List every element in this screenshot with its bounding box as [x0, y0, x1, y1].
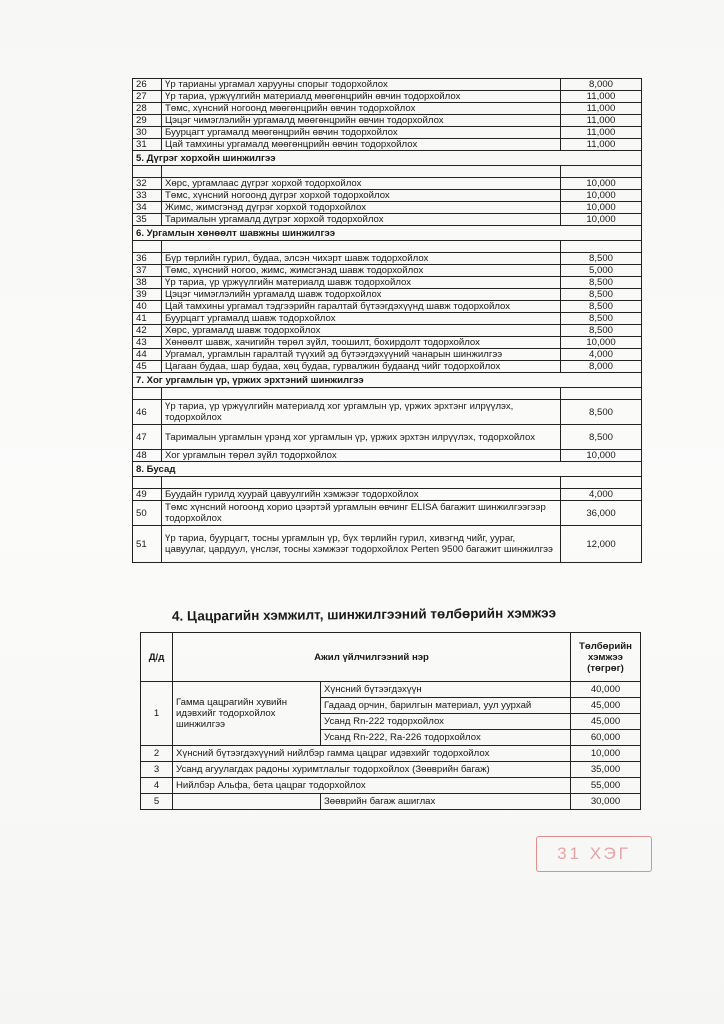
- spacer-cell: [133, 241, 162, 253]
- row-name: Тарималын ургамлын үрэнд хог ургамлын үр, үржих эрхтэн илрүүлэх, тодорхойлох: [162, 425, 561, 450]
- row-name: Цай тамхины ургамал тэдгээрийн гаралтай бүтээгдэхүүнд шавж тодорхойлох: [162, 301, 561, 313]
- row-name: Хөнөөлт шавж, хачигийн төрөл зүйл, тоошилт, бохирдолт тодорхойлох: [162, 337, 561, 349]
- row-name: Үр тариа, үр үржүүлгийн материалд шавж тодорхойлох: [162, 277, 561, 289]
- table-row: [133, 313, 642, 325]
- table-row: [133, 253, 642, 265]
- table-row: [133, 501, 642, 526]
- spacer-row: [133, 241, 642, 253]
- table-row: [133, 91, 642, 103]
- price: 40,000: [571, 682, 641, 698]
- table-row: [133, 103, 642, 115]
- price: 8,500: [561, 400, 642, 425]
- row-no: 48: [133, 450, 162, 462]
- table-row: [133, 139, 642, 151]
- row-name: Цэцэг чимэглэлийн ургамалд мөөгөнцрийн өвчин тодорхойлох: [162, 115, 561, 127]
- section-heading: 5. Дүгрэг хорхойн шинжилгээ: [133, 151, 642, 166]
- section-heading-row: [133, 373, 642, 388]
- spacer-cell: [561, 241, 642, 253]
- row-name: Буудайн гурилд хуурай цавуулгийн хэмжээг тодорхойлох: [162, 489, 561, 501]
- price: 35,000: [571, 762, 641, 778]
- row-no: 35: [133, 214, 162, 226]
- row-name: Цай тамхины ургамалд мөөгөнцрийн өвчин тодорхойлох: [162, 139, 561, 151]
- row-name-empty: [173, 794, 321, 810]
- price: 11,000: [561, 115, 642, 127]
- section-heading: 7. Хог ургамлын үр, үржих эрхтэний шинжилгээ: [133, 373, 642, 388]
- row-no: 29: [133, 115, 162, 127]
- price: 45,000: [571, 698, 641, 714]
- row-name: Төмс, хүнсний ногоонд дүгрэг хорхой тодорхойлох: [162, 190, 561, 202]
- price: 10,000: [571, 746, 641, 762]
- row-no: 38: [133, 277, 162, 289]
- row-name: Төмс, хүнсний ногоо, жимс, жимсгэнэд шавж тодорхойлох: [162, 265, 561, 277]
- header-no: Д/д: [141, 633, 173, 682]
- table-row: [141, 762, 641, 778]
- price: 8,500: [561, 313, 642, 325]
- row-name: Хог ургамлын төрөл зүйл тодорхойлох: [162, 450, 561, 462]
- table-row: [133, 202, 642, 214]
- table-row: [133, 337, 642, 349]
- table-row: [133, 289, 642, 301]
- table-row: [141, 794, 641, 810]
- row-no: 31: [133, 139, 162, 151]
- row-name: Төмс хүнсний ногоонд хорио цээртэй ургамлын өвчинг ELISA багажит шинжилгээгээр тодорхойлох: [162, 501, 561, 526]
- section-4-title: 4. Цацрагийн хэмжилт, шинжилгээний төлбөрийн хэмжээ: [171, 605, 557, 624]
- table-row: [133, 301, 642, 313]
- row-no: 33: [133, 190, 162, 202]
- row-no: 26: [133, 79, 162, 91]
- table-row: [141, 778, 641, 794]
- price: 11,000: [561, 139, 642, 151]
- spacer-row: [133, 166, 642, 178]
- price: 10,000: [561, 202, 642, 214]
- row-no: 1: [141, 682, 173, 746]
- table-row: [133, 178, 642, 190]
- row-no: 34: [133, 202, 162, 214]
- row-no: 47: [133, 425, 162, 450]
- table-row: [141, 682, 641, 698]
- spacer-cell: [133, 166, 162, 178]
- spacer-cell: [162, 477, 561, 489]
- price: 10,000: [561, 337, 642, 349]
- table-row: [133, 489, 642, 501]
- price: 8,500: [561, 425, 642, 450]
- row-no: 46: [133, 400, 162, 425]
- row-name: Үр тариа, үржүүлгийн материалд мөөгөнцрийн өвчин тодорхойлох: [162, 91, 561, 103]
- row-name: Ургамал, ургамлын гаралтай түүхий эд бүтээгдэхүүний чанарын шинжилгээ: [162, 349, 561, 361]
- row-no: 3: [141, 762, 173, 778]
- row-name: Хүнсний бүтээгдэхүүний нийлбэр гамма цацраг идэвхийг тодорхойлох: [173, 746, 571, 762]
- row-name: Буурцагт ургамалд мөөгөнцрийн өвчин тодорхойлох: [162, 127, 561, 139]
- table-row: [133, 325, 642, 337]
- spacer-cell: [561, 166, 642, 178]
- header-price: Төлбөрийн хэмжээ (төгрөг): [571, 633, 641, 682]
- price: 8,500: [561, 277, 642, 289]
- row-name: Тарималын ургамалд дүгрэг хорхой тодорхойлох: [162, 214, 561, 226]
- spacer-cell: [561, 477, 642, 489]
- row-name: Үр тарианы ургамал харууны спорыг тодорхойлох: [162, 79, 561, 91]
- spacer-cell: [162, 241, 561, 253]
- section-heading-row: [133, 462, 642, 477]
- table-row: [133, 400, 642, 425]
- row-name: Жимс, жимсгэнэд дүгрэг хорхой тодорхойлох: [162, 202, 561, 214]
- section-heading-row: [133, 151, 642, 166]
- row-no: 40: [133, 301, 162, 313]
- row-no: 44: [133, 349, 162, 361]
- row-no: 42: [133, 325, 162, 337]
- price: 8,000: [561, 79, 642, 91]
- table-row: [133, 361, 642, 373]
- section-heading: 6. Ургамлын хөнөөлт шавжны шинжилгээ: [133, 226, 642, 241]
- table-header-row: [141, 633, 641, 682]
- row-name: Усанд агуулагдах радоны хуримтлалыг тодорхойлох (Зөөврийн багаж): [173, 762, 571, 778]
- row-no: 41: [133, 313, 162, 325]
- row-no: 39: [133, 289, 162, 301]
- row-no: 32: [133, 178, 162, 190]
- price: 11,000: [561, 91, 642, 103]
- price: 11,000: [561, 103, 642, 115]
- table-row: [133, 115, 642, 127]
- price: 8,000: [561, 361, 642, 373]
- price: 10,000: [561, 214, 642, 226]
- spacer-cell: [133, 388, 162, 400]
- price: 8,500: [561, 325, 642, 337]
- row-no: 5: [141, 794, 173, 810]
- table-row: [141, 746, 641, 762]
- row-no: 37: [133, 265, 162, 277]
- row-no: 51: [133, 526, 162, 563]
- sub-item: Хүнсний бүтээгдэхүүн: [321, 682, 571, 698]
- price: 10,000: [561, 178, 642, 190]
- price: 36,000: [561, 501, 642, 526]
- row-no: 49: [133, 489, 162, 501]
- price: 30,000: [571, 794, 641, 810]
- sub-item: Усанд Rn-222, Ra-226 тодорхойлох: [321, 730, 571, 746]
- row-name: Цэцэг чимэглэлийн ургамалд шавж тодорхойлох: [162, 289, 561, 301]
- sub-item: Гадаад орчин, барилгын материал, уул уурхай: [321, 698, 571, 714]
- row-no: 2: [141, 746, 173, 762]
- price: 10,000: [561, 450, 642, 462]
- row-name: Төмс, хүнсний ногоонд мөөгөнцрийн өвчин тодорхойлох: [162, 103, 561, 115]
- spacer-row: [133, 477, 642, 489]
- section-heading: 8. Бусад: [133, 462, 642, 477]
- price: 8,500: [561, 301, 642, 313]
- price: 55,000: [571, 778, 641, 794]
- header-name: Ажил үйлчилгээний нэр: [173, 633, 571, 682]
- row-no: 45: [133, 361, 162, 373]
- row-name: Үр тариа, үр үржүүлгийн материалд хог ургамлын үр, үржих эрхтэнг илрүүлэх, тодорхойлох: [162, 400, 561, 425]
- price: 11,000: [561, 127, 642, 139]
- table-row: [133, 349, 642, 361]
- price: 60,000: [571, 730, 641, 746]
- services-table-top: [132, 78, 642, 563]
- price: 10,000: [561, 190, 642, 202]
- row-no: 4: [141, 778, 173, 794]
- row-no: 50: [133, 501, 162, 526]
- table-row: [133, 214, 642, 226]
- table-row: [133, 265, 642, 277]
- row-no: 28: [133, 103, 162, 115]
- row-name: Буурцагт ургамалд шавж тодорхойлох: [162, 313, 561, 325]
- row-name: Хөрс, ургамлаас дүгрэг хорхой тодорхойлох: [162, 178, 561, 190]
- table-row: [133, 277, 642, 289]
- price: 12,000: [561, 526, 642, 563]
- registration-stamp: 31 ХЭГ: [536, 836, 652, 872]
- sub-item: Усанд Rn-222 тодорхойлох: [321, 714, 571, 730]
- table-row: [133, 190, 642, 202]
- row-name: Цагаан будаа, шар будаа, хөц будаа, гурвалжин будаанд чийг тодорхойлох: [162, 361, 561, 373]
- row-name: Хөрс, ургамалд шавж тодорхойлох: [162, 325, 561, 337]
- price: 8,500: [561, 289, 642, 301]
- table-row: [133, 450, 642, 462]
- row-no: 43: [133, 337, 162, 349]
- section-heading-row: [133, 226, 642, 241]
- price: 5,000: [561, 265, 642, 277]
- spacer-row: [133, 388, 642, 400]
- table-row: [133, 79, 642, 91]
- spacer-cell: [162, 388, 561, 400]
- table-row: [133, 425, 642, 450]
- price: 4,000: [561, 489, 642, 501]
- price: 8,500: [561, 253, 642, 265]
- table-row: [133, 127, 642, 139]
- table-row: [133, 526, 642, 563]
- spacer-cell: [162, 166, 561, 178]
- spacer-cell: [561, 388, 642, 400]
- group-name: Гамма цацрагийн хувийн идэвхийг тодорхойлох шинжилгээ: [173, 682, 321, 746]
- row-no: 30: [133, 127, 162, 139]
- row-name: Нийлбэр Альфа, бета цацраг тодорхойлох: [173, 778, 571, 794]
- price: 45,000: [571, 714, 641, 730]
- row-no: 36: [133, 253, 162, 265]
- sub-item: Зөөврийн багаж ашиглах: [321, 794, 571, 810]
- row-no: 27: [133, 91, 162, 103]
- price: 4,000: [561, 349, 642, 361]
- row-name: Үр тариа, буурцагт, тосны ургамлын үр, бүх төрлийн гурил, хивэгнд чийг, уураг, цавуулаг, цардуул, үнслэг, тосны хэмжээг тодорхойлох Perten 9500 багажит шинжилгээ: [162, 526, 561, 563]
- radiation-price-table: [140, 632, 641, 810]
- spacer-cell: [133, 477, 162, 489]
- row-name: Бүр төрлийн гурил, будаа, элсэн чихэрт шавж тодорхойлох: [162, 253, 561, 265]
